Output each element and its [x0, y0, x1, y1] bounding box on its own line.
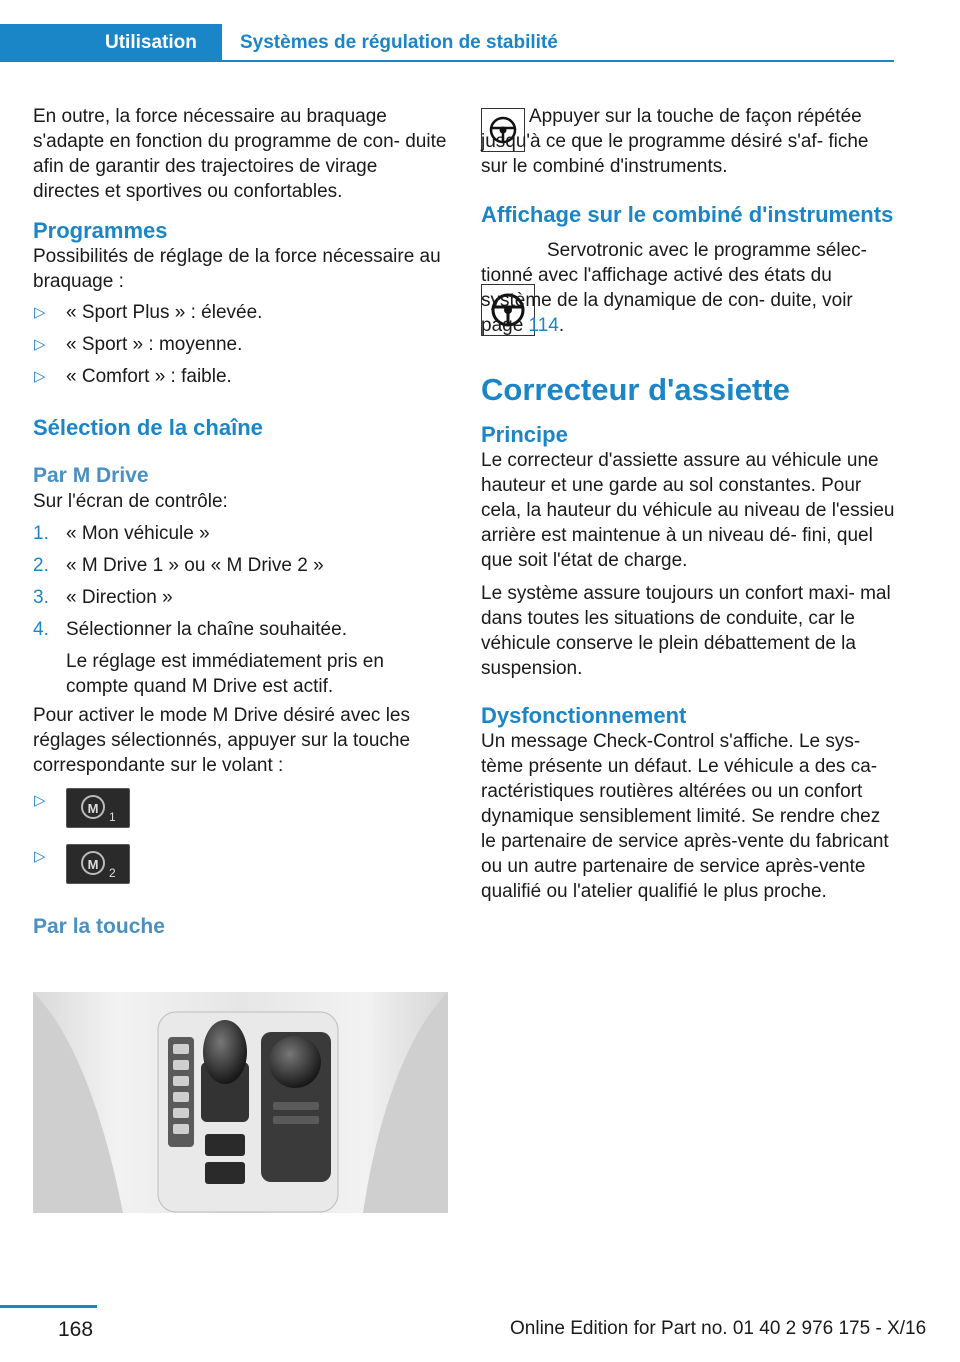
- step-text: « Mon véhicule »: [66, 523, 210, 544]
- systeme-text: Le système assure toujours un confort maxi‐ mal dans toutes les situations de conduite, car le véhicule conserve le plein débattement de la suspension.: [481, 583, 891, 679]
- m-drive-2-button-icon: M 2: [66, 844, 130, 884]
- header-section-title: Systèmes de régulation de stabilité: [240, 32, 558, 53]
- triangle-bullet-icon: ▷: [34, 368, 46, 385]
- list-item: [33, 585, 449, 610]
- display-text: Servotronic avec le programme sélec‐ tionné avec l'affichage activé des états du système de la dynamique de con‐ duite, voir page 114.: [481, 240, 867, 336]
- right-column: [481, 104, 895, 904]
- mdrive-text: Sur l'écran de contrôle:: [33, 491, 228, 512]
- press-text: Appuyer sur la touche de façon répétée jusqu'à ce que le programme désiré s'af‐ fiche sur le combiné d'instruments.: [481, 106, 869, 177]
- triangle-bullet-icon: ▷: [34, 792, 46, 809]
- header-tab: Utilisation: [0, 24, 222, 62]
- step-number: 2.: [33, 555, 49, 576]
- programmes-text: Possibilités de réglage de la force nécessaire au braquage :: [33, 246, 441, 292]
- triangle-bullet-icon: ▷: [34, 848, 46, 865]
- page-number: 168: [58, 1318, 94, 1341]
- list-item: [33, 617, 449, 642]
- list-item: [33, 300, 449, 325]
- programmes-heading: Programmes: [33, 218, 168, 243]
- m-drive-1-button-icon: M 1: [66, 788, 130, 828]
- list-item: [33, 364, 449, 389]
- list-item: [33, 788, 449, 828]
- list-item: [33, 844, 449, 884]
- list-item: [33, 553, 449, 578]
- step-text: « M Drive 1 » ou « M Drive 2 »: [66, 555, 324, 576]
- step-text: Sélectionner la chaîne souhaitée.: [66, 619, 347, 640]
- list-item-text: « Sport Plus » : élevée.: [66, 302, 263, 323]
- list-item: [33, 521, 449, 546]
- activate-text: Pour activer le mode M Drive désiré avec les réglages sélectionnés, appuyer sur la touche correspondante sur le volant :: [33, 705, 411, 776]
- step-number: 4.: [33, 619, 49, 640]
- triangle-bullet-icon: ▷: [34, 336, 46, 353]
- steps-list: [33, 521, 449, 699]
- list-item-text: « Comfort » : faible.: [66, 366, 232, 387]
- mdrive-heading: Par M Drive: [33, 464, 149, 487]
- selection-heading: Sélection de la chaîne: [33, 415, 263, 440]
- list-item-text: « Sport » : moyenne.: [66, 334, 243, 355]
- dysfonctionnement-heading: Dysfonctionnement: [481, 703, 687, 728]
- step-text: « Direction »: [66, 587, 173, 608]
- footer-rule: [0, 1305, 97, 1308]
- left-column: [33, 104, 449, 940]
- display-heading: Affichage sur le combiné d'instruments: [481, 202, 894, 227]
- correcteur-heading: Correcteur d'assiette: [481, 372, 790, 407]
- step-number: 3.: [33, 587, 49, 608]
- intro-paragraph: En outre, la force nécessaire au braquage s'adapte en fonction du programme de con‐ duite afin de garantir des trajectoires de virage directes et sportives ou confortables.: [33, 106, 447, 202]
- principe-text: Le correcteur d'assiette assure au véhicule une hauteur et une garde au sol constantes. Pour cela, la hauteur du véhicule au niveau de l'essieu arrière est maintenue à un niveau dé‐ fini, quel que soit l'état de charge.: [481, 450, 895, 571]
- dysfonctionnement-text: Un message Check-Control s'affiche. Le sys‐ tème présente un défaut. Le véhicule a des ca‐ ractéristiques routières altérées ou un confort dynamique sensiblement limité. Se rendre chez le partenaire de service après-vente du fabricant ou un autre partenaire de service après-vente qualifié ou l'atelier qualifié le plus proche.: [481, 731, 889, 902]
- page-link[interactable]: 114: [528, 315, 559, 336]
- header-rule: [222, 60, 894, 62]
- center-console-image: [33, 992, 448, 1213]
- programme-list: [33, 300, 449, 389]
- triangle-bullet-icon: ▷: [34, 304, 46, 321]
- list-item: [33, 332, 449, 357]
- touche-heading: Par la touche: [33, 915, 165, 938]
- step-number: 1.: [33, 523, 49, 544]
- step4-note: Le réglage est immédiatement pris en compte quand M Drive est actif.: [66, 651, 384, 697]
- principe-heading: Principe: [481, 422, 568, 447]
- footer-edition: Online Edition for Part no. 01 40 2 976 175 - X/16: [510, 1318, 927, 1339]
